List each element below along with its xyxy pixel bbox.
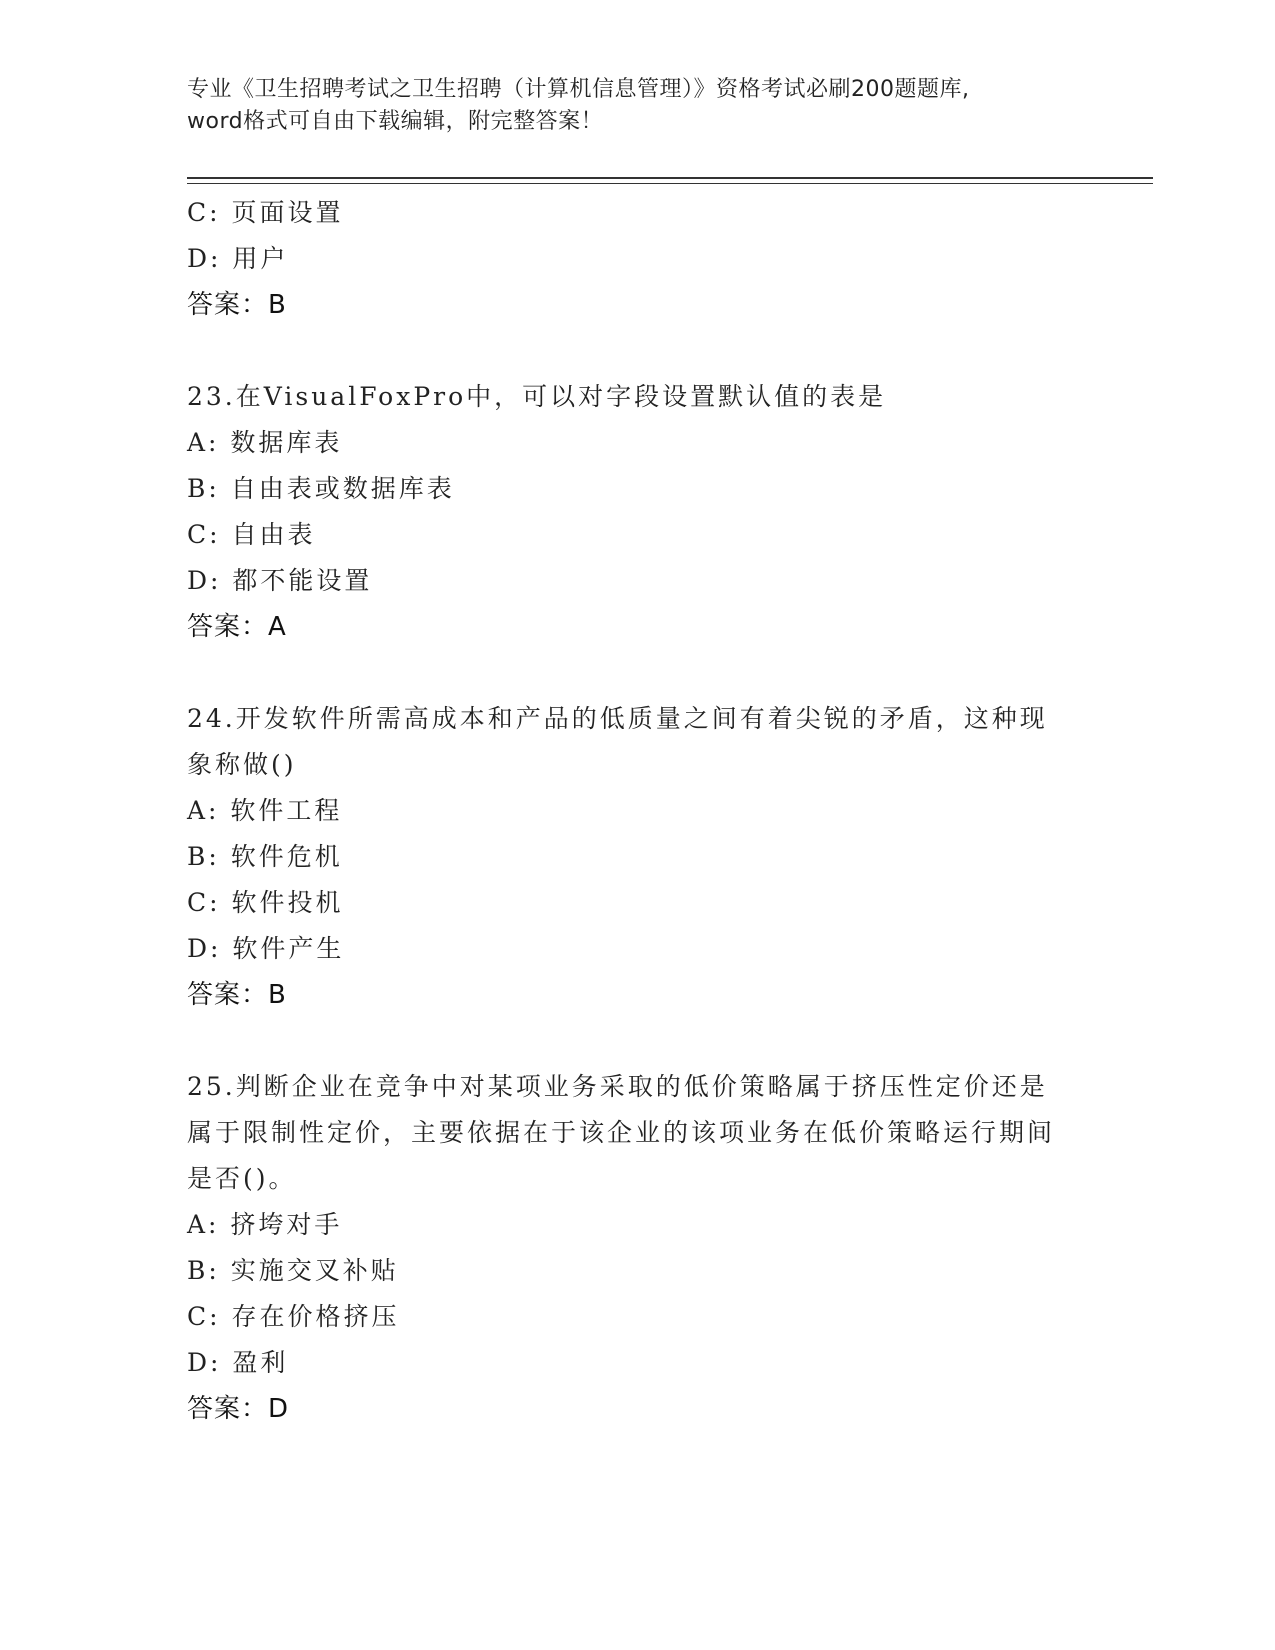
spacer — [187, 1018, 1087, 1064]
question-24 — [187, 696, 1087, 1018]
option-c: C: 存在价格挤压 — [187, 1302, 400, 1331]
question-text: 24.开发软件所需高成本和产品的低质量之间有着尖锐的矛盾，这种现象称做() — [187, 704, 1048, 779]
header-line-2: word格式可自由下载编辑，附完整答案！ — [187, 109, 604, 134]
header-divider-thin — [187, 183, 1153, 184]
document-header — [187, 74, 1087, 138]
option-a: A: 挤垮对手 — [187, 1210, 343, 1239]
question-25 — [187, 1064, 1087, 1432]
answer-text: 答案：B — [187, 980, 287, 1010]
header-divider-thick — [187, 177, 1153, 179]
question-text: 25.判断企业在竞争中对某项业务采取的低价策略属于挤压性定价还是属于限制性定价，主要依据在于该企业的该项业务在低价策略运行期间是否()。 — [187, 1072, 1056, 1193]
option-a: A: 数据库表 — [187, 428, 343, 457]
option-b: B: 自由表或数据库表 — [187, 474, 455, 503]
option-d: D: 软件产生 — [187, 934, 345, 963]
option-c: C: 软件投机 — [187, 888, 344, 917]
option-c: C: 自由表 — [187, 520, 316, 549]
option-d: D: 用户 — [187, 244, 289, 273]
spacer — [187, 650, 1087, 696]
option-a: A: 软件工程 — [187, 796, 343, 825]
header-line-1: 专业《卫生招聘考试之卫生招聘（计算机信息管理）》资格考试必刷200题题库, — [187, 77, 970, 102]
spacer — [187, 328, 1087, 374]
option-d: D: 盈利 — [187, 1348, 289, 1377]
option-c: C: 页面设置 — [187, 198, 344, 227]
question-text: 23.在VisualFoxPro中，可以对字段设置默认值的表是 — [187, 382, 887, 411]
option-d: D: 都不能设置 — [187, 566, 373, 595]
option-b: B: 软件危机 — [187, 842, 343, 871]
question-23 — [187, 374, 1087, 650]
answer-text: 答案：D — [187, 1394, 290, 1424]
answer-text: 答案：B — [187, 290, 287, 320]
partial-question — [187, 190, 1087, 328]
question-list — [187, 190, 1087, 1432]
answer-text: 答案：A — [187, 612, 287, 642]
option-b: B: 实施交叉补贴 — [187, 1256, 399, 1285]
